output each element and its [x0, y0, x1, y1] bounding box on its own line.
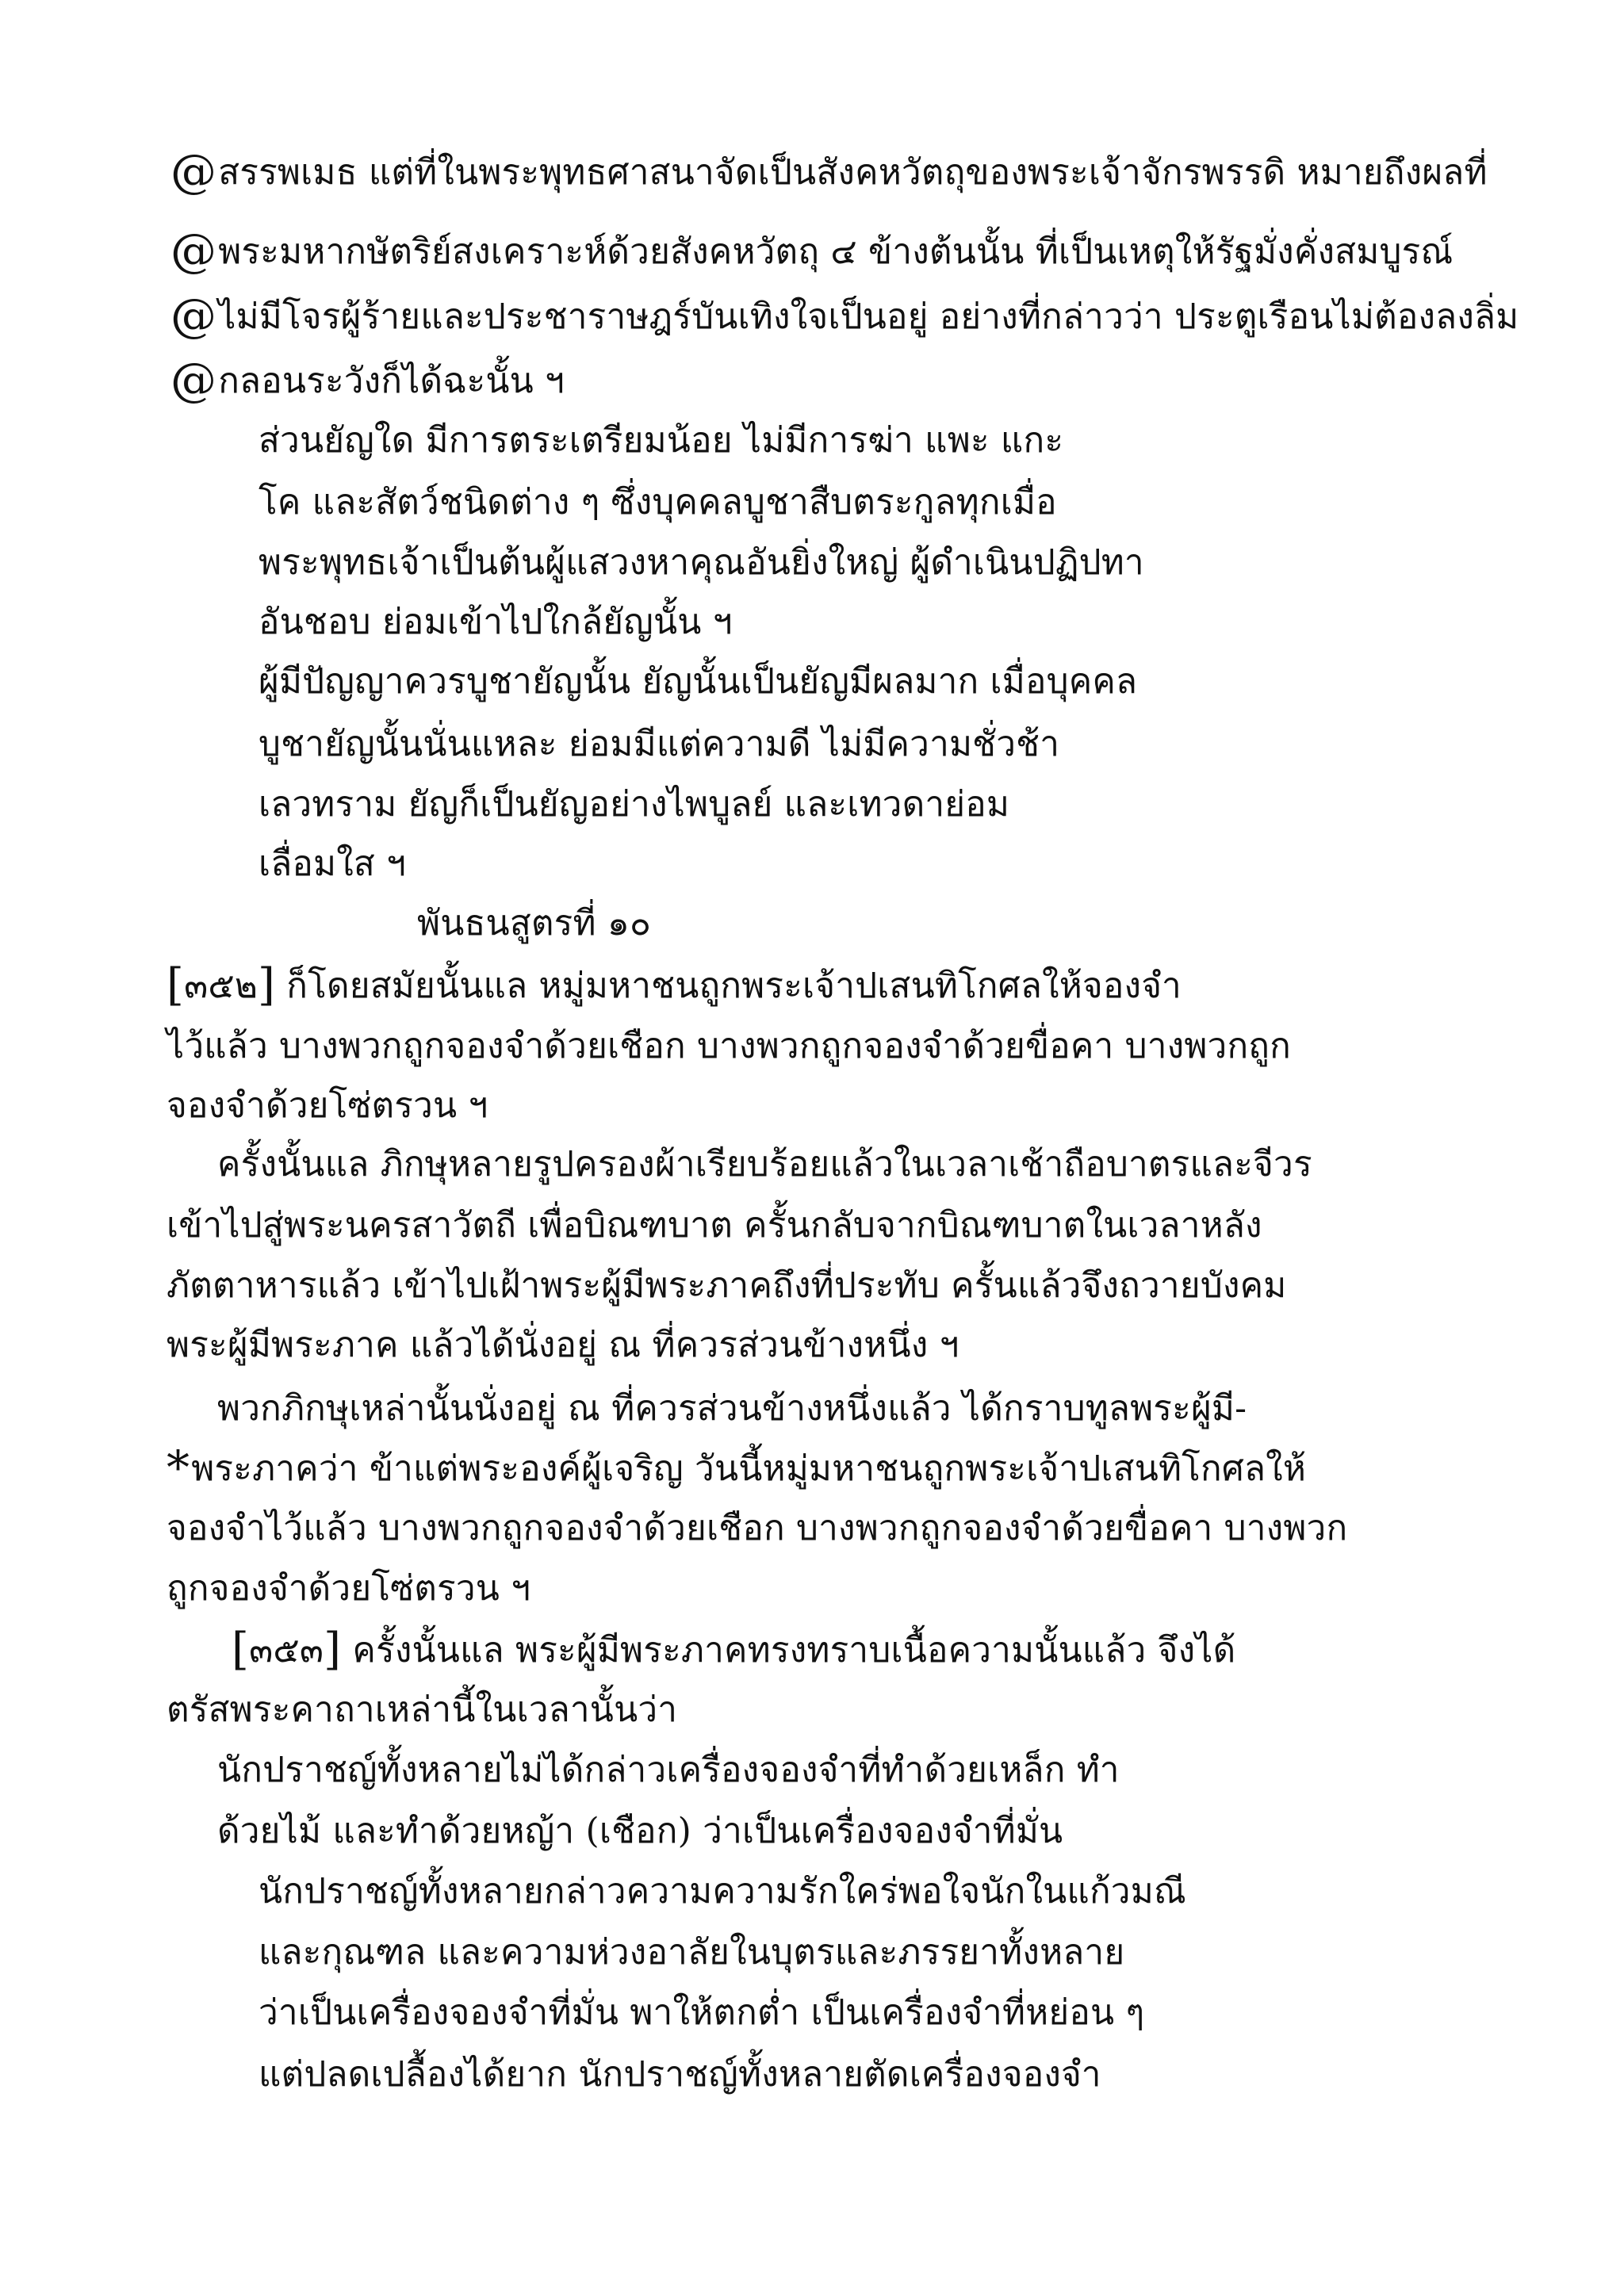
line-text: ครั้งนั้นแล พระผู้มีพระภาคทรงทราบเนื้อความนั้นแล้ว จึงได้	[341, 1630, 1236, 1670]
text-line	[170, 353, 565, 407]
verse-line: โค และสัตว์ชนิดต่าง ๆ ซึ่งบุคคลบูชาสืบตระกูลทุกเมื่อ	[259, 482, 1057, 522]
verse-line: อันชอบ ย่อมเข้าไปใกล้ยัญนั้น ฯ	[259, 602, 733, 642]
text-line	[167, 959, 1182, 1011]
paragraph-bracket-open: [	[167, 959, 185, 1011]
paragraph-number: ๓๕๒	[184, 966, 259, 1006]
verse-line: นักปราชญ์ทั้งหลายกล่าวความความรักใคร่พอใจนักในแก้วมณี	[259, 1871, 1186, 1911]
verse-line: บูชายัญนั้นนั่นแหละ ย่อมมีแต่ความดี ไม่มีความชั่วช้า	[259, 724, 1060, 764]
text-line: ครั้งนั้นแล ภิกษุหลายรูปครองผ้าเรียบร้อยแล้วในเวลาเช้าถือบาตรและจีวร	[217, 1144, 1312, 1184]
verse-line: และกุณฑล และความห่วงอาลัยในบุตรและภรรยาทั้งหลาย	[259, 1932, 1125, 1973]
paragraph-bracket-close: ]	[258, 959, 276, 1011]
verse-line: ผู้มีปัญญาควรบูชายัญนั้น ยัญนั้นเป็นยัญมีผลมาก เมื่อบุคคล	[259, 661, 1138, 702]
line-marker: @	[170, 289, 217, 342]
line-text: กลอนระวังก็ได้ฉะนั้น ฯ	[218, 361, 565, 401]
text-line: ภัตตาหารแล้ว เข้าไปเฝ้าพระผู้มีพระภาคถึงที่ประทับ ครั้นแล้วจึงถวายบังคม	[167, 1265, 1287, 1306]
paragraph-bracket-close: ]	[324, 1624, 342, 1675]
text-line: ถูกจองจำด้วยโซ่ตรวน ฯ	[167, 1568, 531, 1609]
verse-line: ด้วยไม้ และทำด้วยหญ้า (เชือก) ว่าเป็นเครื่องจองจำที่มั่น	[217, 1811, 1063, 1851]
verse-line: เลวทราม ยัญก็เป็นยัญอย่างไพบูลย์ และเทวดาย่อม	[259, 784, 1010, 825]
text-line: ไว้แล้ว บางพวกถูกจองจำด้วยเชือก บางพวกถูกจองจำด้วยขื่อคา บางพวกถูก	[167, 1026, 1291, 1066]
line-marker: @	[170, 144, 217, 198]
line-text: ไม่มีโจรผู้ร้ายและประชาราษฎร์บันเทิงใจเป็นอยู่ อย่างที่กล่าวว่า ประตูเรือนไม่ต้องลงลิ่ม	[218, 297, 1519, 337]
line-text: พระภาคว่า ข้าแต่พระองค์ผู้เจริญ วันนี้หมู่มหาชนถูกพระเจ้าปเสนทิโกศลให้	[191, 1448, 1307, 1489]
text-line: ตรัสพระคาถาเหล่านี้ในเวลานั้นว่า	[167, 1689, 678, 1730]
text-line: จองจำไว้แล้ว บางพวกถูกจองจำด้วยเชือก บางพวกถูกจองจำด้วยขื่อคา บางพวก	[167, 1508, 1348, 1548]
text-line: พวกภิกษุเหล่านั้นนั่งอยู่ ณ ที่ควรส่วนข้างหนึ่งแล้ว ได้กราบทูลพระผู้มี-	[217, 1388, 1247, 1429]
text-line: เข้าไปสู่พระนครสาวัตถี เพื่อบิณฑบาต ครั้นกลับจากบิณฑบาตในเวลาหลัง	[167, 1205, 1262, 1246]
text-line	[170, 144, 1488, 198]
verse-line: แต่ปลดเปลื้องได้ยาก นักปราชญ์ทั้งหลายตัดเครื่องจองจำ	[259, 2054, 1101, 2095]
verse-line: เลื่อมใส ฯ	[259, 844, 407, 884]
text-line	[232, 1626, 1235, 1674]
text-line	[170, 224, 1454, 277]
verse-line: พระพุทธเจ้าเป็นต้นผู้แสวงหาคุณอันยิ่งใหญ่ ผู้ดำเนินปฏิปทา	[259, 542, 1144, 583]
paragraph-bracket-open: [	[232, 1624, 250, 1675]
text-line: พระผู้มีพระภาค แล้วได้นั่งอยู่ ณ ที่ควรส่วนข้างหนึ่ง ฯ	[167, 1325, 959, 1365]
verse-line: ว่าเป็นเครื่องจองจำที่มั่น พาให้ตกต่ำ เป็นเครื่องจำที่หย่อน ๆ	[259, 1992, 1145, 2033]
line-marker: @	[170, 353, 217, 407]
verse-line: ส่วนยัญใด มีการตระเตรียมน้อย ไม่มีการฆ่า แพะ แกะ	[259, 420, 1064, 461]
text-line	[170, 289, 1519, 342]
text-line: จองจำด้วยโซ่ตรวน ฯ	[167, 1085, 488, 1126]
line-marker: @	[170, 224, 217, 277]
line-text: ก็โดยสมัยนั้นแล หมู่มหาชนถูกพระเจ้าปเสนทิโกศลให้จองจำ	[275, 966, 1182, 1006]
line-marker: *	[167, 1441, 190, 1494]
verse-line: นักปราชญ์ทั้งหลายไม่ได้กล่าวเครื่องจองจำที่ทำด้วยเหล็ก ทำ	[217, 1750, 1120, 1790]
paragraph-number: ๓๕๓	[249, 1630, 324, 1670]
section-heading: พันธนสูตรที่ ๑๐	[417, 903, 652, 943]
line-text: พระมหากษัตริย์สงเคราะห์ด้วยสังคหวัตถุ ๔ ข้างต้นนั้น ที่เป็นเหตุให้รัฐมั่งคั่งสมบูรณ์	[218, 232, 1454, 272]
text-line	[167, 1441, 1307, 1494]
line-text: สรรพเมธ แต่ที่ในพระพุทธศาสนาจัดเป็นสังคหวัตถุของพระเจ้าจักรพรรดิ หมายถึงผลที่	[218, 152, 1488, 193]
